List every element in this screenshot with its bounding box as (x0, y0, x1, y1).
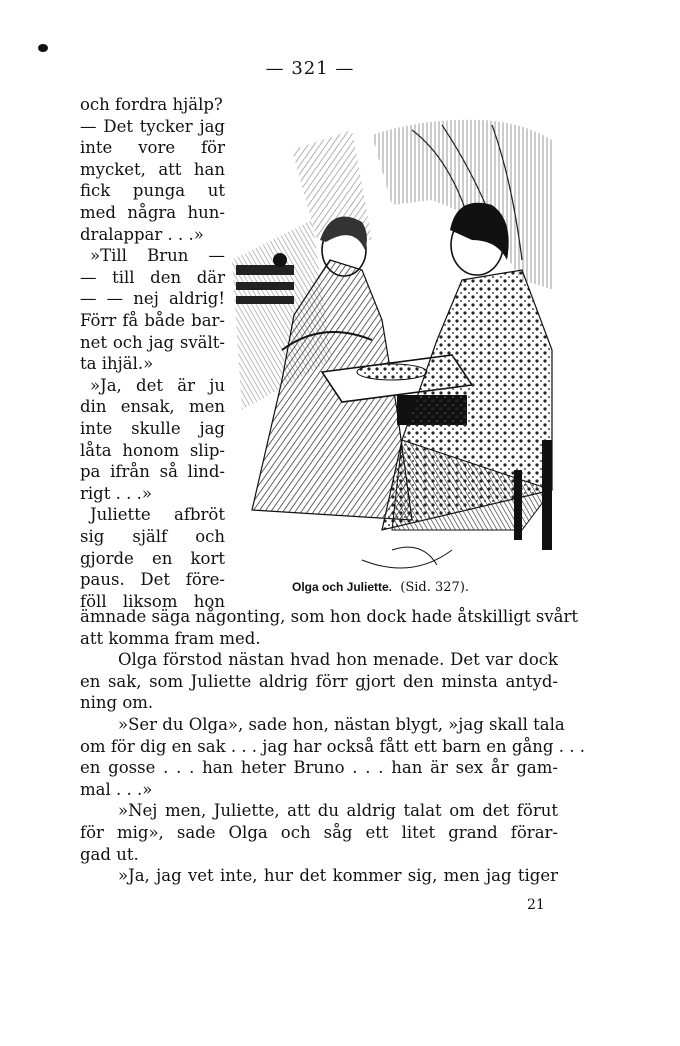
text-line: en sak, som Juliette aldrig förr gjort den minsta antyd- (80, 671, 558, 691)
text-line: dralappar . . .» (80, 224, 204, 244)
text-line: Förr få både bar- (80, 311, 225, 330)
text-line: — Det tycker jag (80, 116, 225, 136)
text-line: fick punga ut (80, 181, 225, 201)
text-line: inte skulle jag (80, 419, 225, 438)
text-line: paus. Det före- (80, 570, 225, 590)
text-line: Juliette afbröt (90, 505, 225, 525)
text-line: net och jag svält- (80, 332, 225, 352)
text-line: »Ja, det är ju (90, 375, 225, 395)
text-line: ta ihjäl.» (80, 354, 154, 374)
text-line: mycket, att han (80, 159, 225, 179)
text-line: din ensak, men (80, 397, 225, 417)
text-line: med några hun- (80, 203, 225, 222)
text-line: gad ut. (80, 844, 139, 864)
text-line: mal . . .» (80, 779, 153, 799)
text-line: föll liksom hon (80, 591, 225, 611)
ink-spot (38, 44, 48, 52)
text-line: rigt . . .» (80, 483, 152, 503)
illustration-olga-och-juliette (222, 110, 570, 580)
text-line: ning om. (80, 693, 154, 713)
text-line: »Nej men, Juliette, att du aldrig talat om det förut (118, 801, 558, 821)
text-line: — — nej aldrig! (80, 289, 225, 309)
text-line: om för dig en sak . . . jag har också fått ett barn en gång . . . (80, 736, 585, 756)
text-line: »Ser du Olga», sade hon, nästan blygt, »jag skall tala (118, 715, 565, 734)
caption-ref: (Sid. 327). (400, 580, 470, 595)
caption-title: Olga och Juliette. (292, 580, 393, 594)
page-number: — 321 — (265, 58, 355, 79)
text-line: låta honom slip- (80, 440, 225, 460)
text-line: gjorde en kort (80, 548, 225, 568)
text-line: pa ifrån så lind- (80, 462, 225, 482)
figure-caption (292, 580, 469, 595)
text-line: Olga förstod nästan hvad hon menade. Det var dock (118, 650, 558, 670)
signature-mark: 21 (527, 897, 545, 913)
text-line: inte vore för (80, 138, 225, 158)
text-line: »Till Brun — (90, 246, 225, 266)
text-line: att komma fram med. (80, 628, 261, 648)
text-line: för mig», sade Olga och såg ett litet grand förar- (80, 823, 558, 842)
text-line: och fordra hjälp? (80, 95, 223, 114)
text-line: ämnade säga någonting, som hon dock hade åtskilligt svårt (80, 607, 579, 626)
text-line: en gosse . . . han heter Bruno . . . han är sex år gam- (80, 758, 558, 778)
text-line: sig själf och (80, 527, 225, 546)
text-line: »Ja, jag vet inte, hur det kommer sig, men jag tiger (118, 866, 558, 886)
text-line: — till den där (80, 267, 225, 287)
